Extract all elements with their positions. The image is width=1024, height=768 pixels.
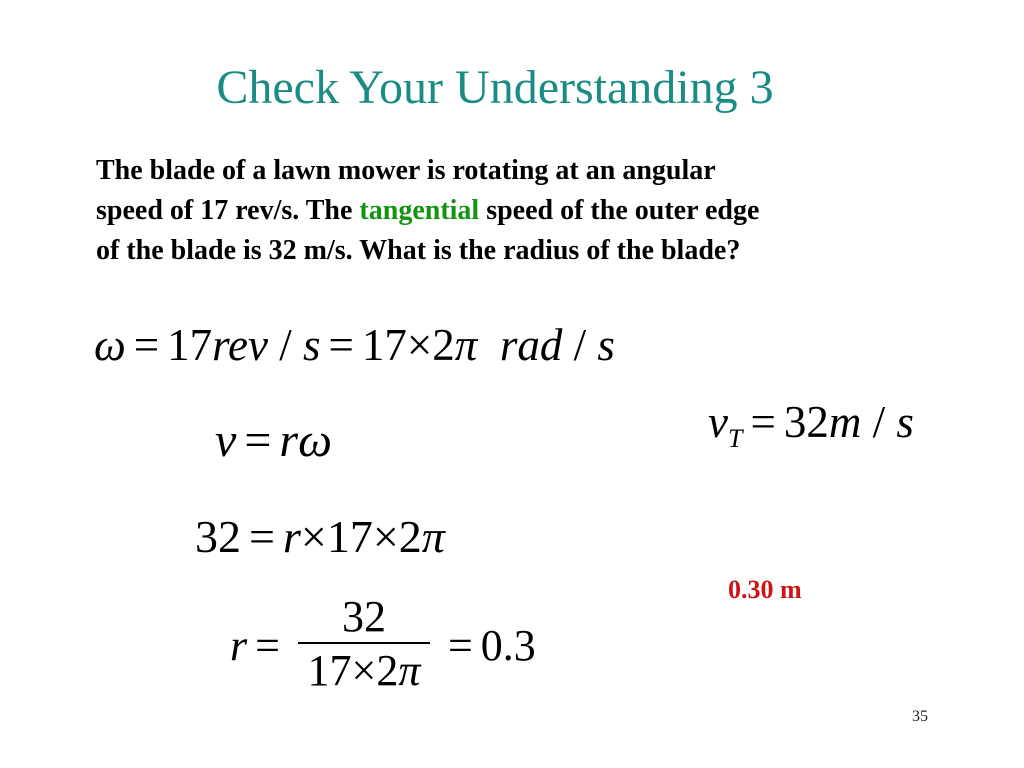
rev-value: 17: [326, 511, 373, 562]
r-symbol: r: [282, 511, 301, 562]
given-tangential-speed: [708, 397, 914, 464]
fraction-denominator: [308, 644, 421, 698]
equals-sign: =: [750, 397, 776, 447]
omega-symbol: ω: [94, 320, 126, 370]
highlighted-term: tangential: [359, 195, 480, 226]
two: 2: [398, 511, 422, 562]
substitution-equation: [195, 512, 445, 562]
unit-rev: rev: [212, 320, 268, 370]
problem-line-2-start: speed of 17 rev/s. The: [96, 195, 360, 226]
lhs-value: 32: [195, 511, 241, 562]
problem-line-2-end: speed of the outer edge: [479, 195, 760, 226]
slash: /: [872, 397, 886, 447]
r-symbol: r: [230, 620, 248, 670]
pi-symbol: π: [421, 511, 445, 562]
equals-sign: =: [255, 620, 280, 670]
page-number: 35: [912, 708, 928, 725]
equals-sign: =: [133, 320, 160, 370]
result-value: 0.3: [480, 620, 536, 670]
radius-solution: [230, 590, 536, 700]
tangential-speed-formula: [215, 416, 332, 466]
rev-value: 17: [361, 320, 407, 370]
rev-value: 17: [307, 646, 352, 695]
times-sign: ×: [300, 511, 327, 562]
rev-value: 17: [167, 320, 213, 370]
problem-line-2: [96, 191, 936, 231]
fraction-numerator: 32: [341, 592, 386, 641]
slide-title: Check Your Understanding 3: [216, 61, 774, 114]
unit-s: s: [302, 320, 321, 370]
speed-value: 32: [783, 397, 829, 447]
slash: /: [279, 320, 292, 370]
r-symbol: r: [279, 414, 299, 467]
times-sign: ×: [372, 511, 399, 562]
v-symbol: v: [708, 397, 728, 447]
times-sign: ×: [351, 646, 377, 695]
omega-symbol: ω: [298, 414, 332, 467]
pi-symbol: π: [454, 320, 478, 370]
unit-s: s: [597, 320, 615, 370]
pi-symbol: π: [398, 646, 421, 695]
two: 2: [432, 320, 455, 370]
angular-speed-equation: [94, 320, 615, 370]
equals-sign: =: [447, 620, 473, 670]
subscript-t: T: [727, 424, 743, 453]
problem-line-3: of the blade is 32 m/s. What is the radius of the blade?: [96, 235, 741, 266]
unit-s: s: [896, 397, 914, 447]
problem-line-1: The blade of a lawn mower is rotating at an angular: [96, 155, 716, 186]
slash: /: [573, 320, 587, 370]
equals-sign: =: [249, 511, 275, 562]
fraction: [298, 592, 430, 698]
equals-sign: =: [244, 414, 272, 467]
v-symbol: v: [215, 414, 237, 467]
problem-statement: [96, 151, 936, 271]
unit-rad: rad: [499, 320, 563, 370]
final-answer: 0.30 m: [728, 575, 802, 604]
unit-m: m: [828, 397, 862, 447]
two: 2: [376, 646, 399, 695]
equals-sign: =: [328, 320, 354, 370]
times-sign: ×: [406, 320, 433, 370]
